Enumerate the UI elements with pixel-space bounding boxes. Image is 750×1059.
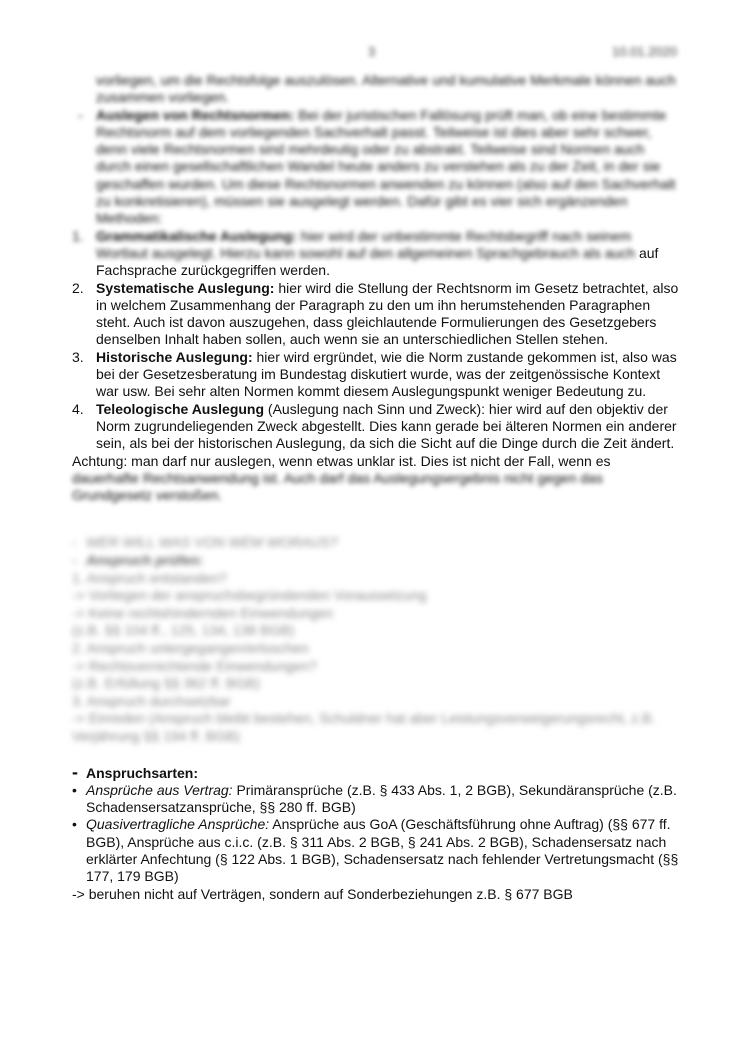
checklist-line: -> Vorliegen der anspruchsbegründenden Voraussetzung: [72, 587, 427, 604]
method-title: Grammatikalische Auslegung:: [96, 227, 297, 244]
pruefen-line: [72, 552, 682, 570]
checklist-line: 2. Anspruch untergegangen/erloschen: [72, 639, 309, 656]
anspruch-text: Primäransprüche (z.B. § 433 Abs. 1, 2 BGB), Sekundäransprüche (z.B. Schadensersatzansprüche, §§ 280 ff. BGB): [86, 781, 677, 816]
method-1-blurred: [96, 228, 635, 261]
method-text-visible: auf Fachsprache zurückgegriffen werden.: [96, 244, 659, 279]
achtung-visible: Achtung: man darf nur auslegen, wenn etwas unklar ist. Dies ist nicht der Fall, wenn es: [72, 452, 611, 469]
blurred-checklist: [72, 534, 682, 745]
checklist-line: (z.B. Erfüllung §§ 362 ff. BGB): [72, 675, 261, 692]
achtung-blurred: dauerhafte Rechtsanwendung ist. Auch darf das Auslegungsergebnis nicht gegen das Grundgesetz verstoßen.: [72, 469, 603, 504]
method-title: Systematische Auslegung:: [96, 279, 275, 296]
arrow-note: -> beruhen nicht auf Verträgen, sondern auf Sonderbeziehungen z.B. § 677 BGB: [72, 885, 573, 902]
anspruch-item: [72, 782, 682, 817]
pruefen-title: Anspruch prüfen:: [86, 552, 204, 569]
method-text: (Auslegung nach Sinn und Zweck): hier wird auf den objektiv der Norm zugrundeliegenden Zweck abgestellt. Dies kann gerade bei älteren Normen ein anderer sein, als bei der historischen Auslegung, da sich die Sicht auf die Dinge durch die Zeit ändert.: [96, 400, 677, 452]
method-number: 4.: [72, 400, 84, 417]
checklist-line: 3. Anspruch durchsetzbar: [72, 692, 231, 709]
checklist-line: -> Keine rechtshindernden Einwendungen: [72, 604, 334, 621]
method-title: Teleologische Auslegung: [96, 400, 265, 417]
method-item-2: [72, 280, 682, 349]
anspruch-text: Ansprüche aus GoA (Geschäftsführung ohne Auftrag) (§§ 677 ff. BGB), Ansprüche aus c.i.c. (z.B. § 311 Abs. 2 BGB, § 241 Abs. 2 BGB), Schadensersatz nach erklärter Anfechtung (§ 122 Abs. 1 BGB), Schadensersatz nach fehlender Vertretungsmacht (§§ 177, 179 BGB): [86, 816, 679, 885]
method-text: hier wird die Stellung der Rechtsnorm im Gesetz betrachtet, also in welchem Zusammenhang der Paragraph zu den um ihn herumstehenden Paragraphen steht. Auch ist davon auszugehen, dass gleichlautende Formulierungen des Gesetzgebers denselben Inhalt haben sollen, auch wenn sie an unterschiedlichen Stellen stehen.: [96, 279, 679, 348]
bullet-marker: •: [72, 781, 77, 798]
auslegen-section: [72, 107, 682, 228]
method-number: 3.: [72, 348, 84, 365]
auslegen-title: Auslegen von Rechtsnormen:: [96, 106, 295, 123]
bullet-marker: -: [78, 106, 83, 123]
page-number: 3: [368, 44, 376, 59]
method-item-1: [72, 228, 682, 280]
page-header: [0, 44, 750, 64]
bullet-marker: -: [72, 534, 77, 551]
auslegen-text: Bei der juristischen Fallösung prüft man, ob eine bestimmte Rechtsnorm auf dem vorliegenden Sachverhalt passt. Teilweise ist dies aber sehr schwer, denn viele Rechtsnormen sind mehrdeutig oder zu abstrakt. Teilweise sind Normen auch durch einen gesellschaftlichen Wandel heute anders zu verstehen als zu der Zeit, in der sie geschaffen wurden. Um diese Rechtsnormen anwenden zu können (also auf den Sachverhalt zu konkretisieren), müssen sie ausgelegt werden. Dafür gibt es vier sich ergänzenden Methoden:: [96, 106, 676, 227]
bullet-marker: •: [72, 816, 77, 833]
checklist-line: -> Rechtsvernichtende Einwendungen?: [72, 657, 317, 674]
method-item-3: [72, 349, 682, 401]
method-number: 2.: [72, 279, 84, 296]
anspruch-label: Ansprüche aus Vertrag:: [86, 781, 233, 798]
intro-paragraph: vorliegen, um die Rechtsfolge auszulösen. Alternative und kumulative Merkmale können auch zusammen vorliegen.: [96, 72, 676, 106]
bullet-marker: -: [72, 552, 77, 569]
anspruchsarten-title: Anspruchsarten:: [86, 764, 199, 781]
page-content: [72, 72, 682, 903]
checklist-line: 1. Anspruch entstanden?: [72, 569, 227, 586]
method-title: Historische Auslegung:: [96, 348, 253, 365]
method-item-4: [72, 401, 682, 453]
anspruchsarten-heading: [72, 761, 682, 782]
question-line: [72, 534, 682, 552]
question-text: WER WILL WAS VON WEM WORAUS?: [86, 534, 338, 551]
method-number: 1.: [72, 227, 84, 244]
checklist-line: (z.B. §§ 104 ff., 125, 134, 138 BGB): [72, 622, 295, 639]
dash-marker: -: [72, 761, 78, 782]
anspruch-item: [72, 816, 682, 885]
method-text: hier wird ergründet, wie die Norm zustande gekommen ist, also was bei der Gesetzesberatung im Bundestag diskutiert wurde, was der zeitgenössische Kontext war usw. Bei sehr alten Normen kommt diesem Auslegungspunkt weniger Bedeutung zu.: [96, 348, 677, 400]
checklist-line: -> Einreden (Anspruch bleibt bestehen, Schuldner hat aber Leistungsverweigerungsrecht, z.B. Verjährung §§ 194 ff. BGB): [72, 710, 656, 744]
anspruch-label: Quasivertragliche Ansprüche:: [86, 816, 270, 833]
page-date: 10.01.2020: [612, 44, 678, 59]
method-text-blurred: hier wird der unbestimmte Rechtsbegriff nach seinem Wortlaut ausgelegt. Hierzu kann sowohl auf den allgemeinen Sprachgebrauch als auch: [96, 227, 636, 261]
